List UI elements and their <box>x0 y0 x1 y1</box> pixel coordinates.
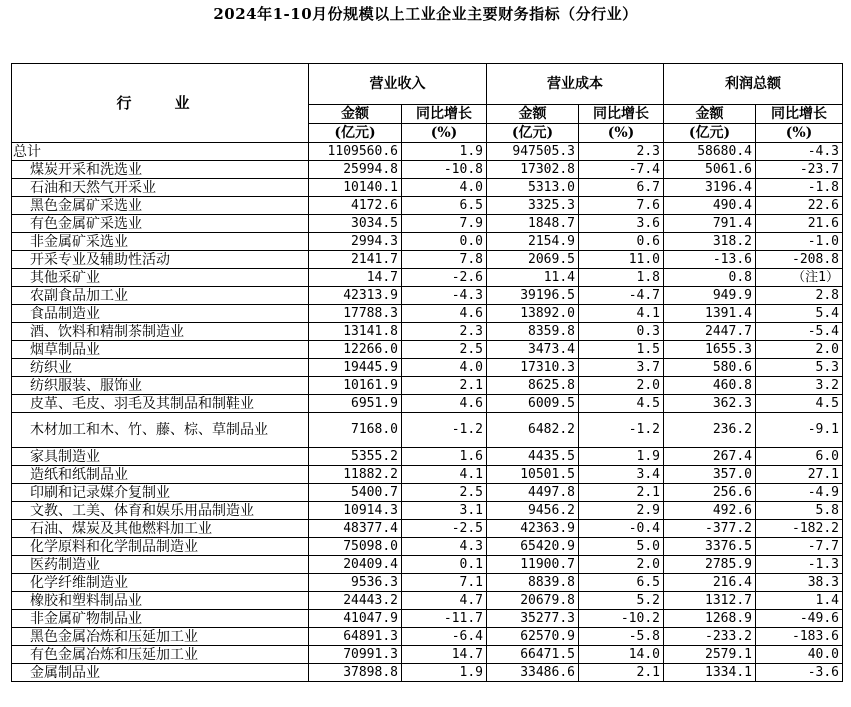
cost-growth-cell: 2.1 <box>579 664 664 682</box>
profit-amount-cell: 318.2 <box>664 233 756 251</box>
revenue-growth-cell: -2.5 <box>402 520 487 538</box>
cost-growth-cell: 4.1 <box>579 305 664 323</box>
cost-growth-cell: -10.2 <box>579 610 664 628</box>
cost-growth-cell: 5.0 <box>579 538 664 556</box>
profit-growth-cell: -1.8 <box>756 179 843 197</box>
cost-amount-cell: 17302.8 <box>487 161 579 179</box>
revenue-growth-cell: -4.3 <box>402 287 487 305</box>
industry-name-cell: 黑色金属冶炼和压延加工业 <box>12 628 309 646</box>
revenue-amount-cell: 1109560.6 <box>309 143 402 161</box>
cost-amount-cell: 9456.2 <box>487 502 579 520</box>
profit-amount-cell: 1334.1 <box>664 664 756 682</box>
table-row <box>12 215 843 233</box>
profit-growth-cell: -183.6 <box>756 628 843 646</box>
revenue-growth-cell: 7.1 <box>402 574 487 592</box>
profit-growth-cell: -5.4 <box>756 323 843 341</box>
cost-growth-cell: 11.0 <box>579 251 664 269</box>
revenue-growth-cell: -11.7 <box>402 610 487 628</box>
revenue-growth-cell: 7.9 <box>402 215 487 233</box>
industry-name-cell: 石油、煤炭及其他燃料加工业 <box>12 520 309 538</box>
revenue-growth-cell: 4.0 <box>402 179 487 197</box>
revenue-growth-cell: 4.1 <box>402 466 487 484</box>
profit-growth-cell: 38.3 <box>756 574 843 592</box>
cost-amount-cell: 39196.5 <box>487 287 579 305</box>
revenue-growth-cell: 4.7 <box>402 592 487 610</box>
cost-amount-cell: 8625.8 <box>487 377 579 395</box>
cost-growth-cell: 3.4 <box>579 466 664 484</box>
cost-amount-cell: 5313.0 <box>487 179 579 197</box>
cost-growth-cell: 6.5 <box>579 574 664 592</box>
revenue-growth-cell: 0.0 <box>402 233 487 251</box>
industry-name-cell: 开采专业及辅助性活动 <box>12 251 309 269</box>
revenue-growth-cell: 1.9 <box>402 664 487 682</box>
profit-amount-cell: 1268.9 <box>664 610 756 628</box>
cost-amount-cell: 42363.9 <box>487 520 579 538</box>
profit-amount-cell: -13.6 <box>664 251 756 269</box>
table-row <box>12 269 843 287</box>
cost-amount-cell: 13892.0 <box>487 305 579 323</box>
table-row-total <box>12 143 843 161</box>
cost-growth-cell: 3.6 <box>579 215 664 233</box>
cost-growth-cell: 2.3 <box>579 143 664 161</box>
industry-name-cell: 橡胶和塑料制品业 <box>12 592 309 610</box>
profit-amount-cell: -377.2 <box>664 520 756 538</box>
revenue-growth-cell: 6.5 <box>402 197 487 215</box>
cost-amount-cell: 8359.8 <box>487 323 579 341</box>
profit-growth-cell: 21.6 <box>756 215 843 233</box>
revenue-amount-cell: 19445.9 <box>309 359 402 377</box>
profit-amount-cell: 58680.4 <box>664 143 756 161</box>
industry-name-cell: 总计 <box>12 143 309 161</box>
industry-name-cell: 金属制品业 <box>12 664 309 682</box>
cost-growth-cell: -1.2 <box>579 413 664 448</box>
revenue-growth-cell: -1.2 <box>402 413 487 448</box>
revenue-amount-cell: 2994.3 <box>309 233 402 251</box>
table-row <box>12 628 843 646</box>
table-row <box>12 448 843 466</box>
profit-amount-cell: 580.6 <box>664 359 756 377</box>
revenue-amount-header: 金额 <box>309 105 402 124</box>
profit-growth-cell: 5.4 <box>756 305 843 323</box>
cost-growth-cell: 1.9 <box>579 448 664 466</box>
revenue-growth-cell: 2.5 <box>402 484 487 502</box>
profit-amount-cell: 256.6 <box>664 484 756 502</box>
revenue-amount-cell: 12266.0 <box>309 341 402 359</box>
cost-amount-cell: 3473.4 <box>487 341 579 359</box>
profit-amount-cell: 460.8 <box>664 377 756 395</box>
profit-amount-cell: 791.4 <box>664 215 756 233</box>
cost-growth-cell: 7.6 <box>579 197 664 215</box>
profit-growth-cell: 27.1 <box>756 466 843 484</box>
industry-name-cell: 其他采矿业 <box>12 269 309 287</box>
profit-amount-header: 金额 <box>664 105 756 124</box>
revenue-amount-cell: 10140.1 <box>309 179 402 197</box>
profit-growth-cell: -1.3 <box>756 556 843 574</box>
table-row <box>12 197 843 215</box>
revenue-amount-cell: 5400.7 <box>309 484 402 502</box>
profit-amount-cell: 3376.5 <box>664 538 756 556</box>
profit-growth-cell: 2.8 <box>756 287 843 305</box>
cost-growth-cell: 2.0 <box>579 377 664 395</box>
revenue-amount-cell: 2141.7 <box>309 251 402 269</box>
industry-header: 行 业 <box>12 64 309 143</box>
revenue-growth-cell: 14.7 <box>402 646 487 664</box>
profit-growth-cell: 5.8 <box>756 502 843 520</box>
industry-name-cell: 化学纤维制造业 <box>12 574 309 592</box>
revenue-amount-cell: 42313.9 <box>309 287 402 305</box>
profit-amount-cell: -233.2 <box>664 628 756 646</box>
cost-growth-cell: 0.6 <box>579 233 664 251</box>
industry-name-cell: 酒、饮料和精制茶制造业 <box>12 323 309 341</box>
profit-growth-cell: 1.4 <box>756 592 843 610</box>
profit-growth-cell: -182.2 <box>756 520 843 538</box>
cost-amount-cell: 62570.9 <box>487 628 579 646</box>
industry-name-cell: 化学原料和化学制品制造业 <box>12 538 309 556</box>
revenue-growth-cell: 7.8 <box>402 251 487 269</box>
revenue-amount-cell: 7168.0 <box>309 413 402 448</box>
revenue-growth-cell: 4.0 <box>402 359 487 377</box>
cost-amount-cell: 4497.8 <box>487 484 579 502</box>
revenue-amount-cell: 75098.0 <box>309 538 402 556</box>
table-row <box>12 646 843 664</box>
revenue-amount-unit: (亿元) <box>309 124 402 143</box>
table-row <box>12 233 843 251</box>
profit-growth-cell: -3.6 <box>756 664 843 682</box>
table-row <box>12 179 843 197</box>
industry-name-cell: 烟草制品业 <box>12 341 309 359</box>
table-body <box>12 143 843 682</box>
cost-amount-cell: 947505.3 <box>487 143 579 161</box>
industry-name-cell: 有色金属矿采选业 <box>12 215 309 233</box>
profit-amount-cell: 3196.4 <box>664 179 756 197</box>
cost-growth-cell: 1.5 <box>579 341 664 359</box>
industry-name-cell: 食品制造业 <box>12 305 309 323</box>
profit-growth-cell: 4.5 <box>756 395 843 413</box>
table-row <box>12 251 843 269</box>
profit-growth-cell: -1.0 <box>756 233 843 251</box>
industry-name-cell: 皮革、毛皮、羽毛及其制品和制鞋业 <box>12 395 309 413</box>
table-row <box>12 466 843 484</box>
cost-growth-cell: 5.2 <box>579 592 664 610</box>
revenue-amount-cell: 25994.8 <box>309 161 402 179</box>
cost-amount-cell: 35277.3 <box>487 610 579 628</box>
profit-amount-cell: 5061.6 <box>664 161 756 179</box>
revenue-growth-cell: 1.6 <box>402 448 487 466</box>
table-row <box>12 413 843 448</box>
table-row <box>12 664 843 682</box>
cost-growth-cell: -4.7 <box>579 287 664 305</box>
profit-growth-cell: 22.6 <box>756 197 843 215</box>
page-title: 2024年1-10月份规模以上工业企业主要财务指标（分行业） <box>213 5 638 23</box>
revenue-amount-cell: 37898.8 <box>309 664 402 682</box>
revenue-amount-cell: 14.7 <box>309 269 402 287</box>
table-row <box>12 287 843 305</box>
revenue-amount-cell: 5355.2 <box>309 448 402 466</box>
cost-amount-cell: 11.4 <box>487 269 579 287</box>
revenue-growth-cell: 3.1 <box>402 502 487 520</box>
cost-amount-cell: 2154.9 <box>487 233 579 251</box>
cost-amount-cell: 3325.3 <box>487 197 579 215</box>
table-row <box>12 305 843 323</box>
revenue-amount-cell: 9536.3 <box>309 574 402 592</box>
revenue-amount-cell: 6951.9 <box>309 395 402 413</box>
table-row <box>12 341 843 359</box>
cost-growth-cell: -0.4 <box>579 520 664 538</box>
profit-growth-cell: -4.9 <box>756 484 843 502</box>
table-row <box>12 359 843 377</box>
cost-growth-cell: 2.9 <box>579 502 664 520</box>
profit-amount-cell: 1312.7 <box>664 592 756 610</box>
cost-amount-cell: 4435.5 <box>487 448 579 466</box>
revenue-growth-cell: 0.1 <box>402 556 487 574</box>
revenue-growth-cell: -6.4 <box>402 628 487 646</box>
table-row <box>12 574 843 592</box>
cost-growth-unit: (%) <box>579 124 664 143</box>
profit-amount-cell: 216.4 <box>664 574 756 592</box>
industry-name-cell: 农副食品加工业 <box>12 287 309 305</box>
profit-amount-cell: 2579.1 <box>664 646 756 664</box>
cost-amount-cell: 65420.9 <box>487 538 579 556</box>
revenue-amount-cell: 4172.6 <box>309 197 402 215</box>
industry-name-cell: 黑色金属矿采选业 <box>12 197 309 215</box>
industry-name-cell: 煤炭开采和洗选业 <box>12 161 309 179</box>
profit-amount-unit: (亿元) <box>664 124 756 143</box>
table-row <box>12 502 843 520</box>
industry-name-cell: 纺织业 <box>12 359 309 377</box>
profit-growth-cell: 3.2 <box>756 377 843 395</box>
table-row <box>12 538 843 556</box>
profit-amount-cell: 492.6 <box>664 502 756 520</box>
profit-amount-cell: 357.0 <box>664 466 756 484</box>
cost-amount-cell: 33486.6 <box>487 664 579 682</box>
revenue-header: 营业收入 <box>309 64 487 105</box>
profit-amount-cell: 1391.4 <box>664 305 756 323</box>
industry-name-cell: 非金属矿物制品业 <box>12 610 309 628</box>
industry-name-cell: 非金属矿采选业 <box>12 233 309 251</box>
industry-name-cell: 木材加工和木、竹、藤、棕、草制品业 <box>12 413 309 448</box>
industry-name-cell: 医药制造业 <box>12 556 309 574</box>
profit-header: 利润总额 <box>664 64 843 105</box>
table-row <box>12 395 843 413</box>
cost-amount-cell: 6482.2 <box>487 413 579 448</box>
cost-growth-cell: 0.3 <box>579 323 664 341</box>
profit-growth-cell: 6.0 <box>756 448 843 466</box>
revenue-growth-header: 同比增长 <box>402 105 487 124</box>
profit-growth-cell: 40.0 <box>756 646 843 664</box>
cost-growth-cell: 3.7 <box>579 359 664 377</box>
industry-name-cell: 有色金属冶炼和压延加工业 <box>12 646 309 664</box>
cost-amount-cell: 10501.5 <box>487 466 579 484</box>
industry-name-cell: 家具制造业 <box>12 448 309 466</box>
profit-amount-cell: 267.4 <box>664 448 756 466</box>
profit-growth-cell: 5.3 <box>756 359 843 377</box>
revenue-amount-cell: 17788.3 <box>309 305 402 323</box>
revenue-growth-cell: 2.1 <box>402 377 487 395</box>
revenue-amount-cell: 64891.3 <box>309 628 402 646</box>
revenue-amount-cell: 24443.2 <box>309 592 402 610</box>
cost-amount-cell: 20679.8 <box>487 592 579 610</box>
revenue-growth-cell: 4.6 <box>402 305 487 323</box>
cost-amount-header: 金额 <box>487 105 579 124</box>
profit-amount-cell: 490.4 <box>664 197 756 215</box>
table-row <box>12 161 843 179</box>
industry-name-cell: 纺织服装、服饰业 <box>12 377 309 395</box>
revenue-growth-cell: -2.6 <box>402 269 487 287</box>
profit-growth-cell: 2.0 <box>756 341 843 359</box>
cost-growth-cell: 6.7 <box>579 179 664 197</box>
profit-amount-cell: 236.2 <box>664 413 756 448</box>
industry-name-cell: 造纸和纸制品业 <box>12 466 309 484</box>
revenue-amount-cell: 13141.8 <box>309 323 402 341</box>
revenue-amount-cell: 41047.9 <box>309 610 402 628</box>
table-row <box>12 484 843 502</box>
cost-growth-cell: 4.5 <box>579 395 664 413</box>
table-row <box>12 610 843 628</box>
revenue-growth-cell: 4.3 <box>402 538 487 556</box>
profit-amount-cell: 0.8 <box>664 269 756 287</box>
revenue-amount-cell: 20409.4 <box>309 556 402 574</box>
cost-amount-cell: 11900.7 <box>487 556 579 574</box>
revenue-growth-unit: (%) <box>402 124 487 143</box>
profit-amount-cell: 2785.9 <box>664 556 756 574</box>
industry-name-cell: 文教、工美、体育和娱乐用品制造业 <box>12 502 309 520</box>
revenue-growth-cell: 2.5 <box>402 341 487 359</box>
profit-growth-cell: -49.6 <box>756 610 843 628</box>
industry-name-cell: 石油和天然气开采业 <box>12 179 309 197</box>
profit-growth-cell: （注1） <box>756 269 843 287</box>
cost-growth-cell: 1.8 <box>579 269 664 287</box>
cost-growth-cell: -7.4 <box>579 161 664 179</box>
profit-growth-cell: -208.8 <box>756 251 843 269</box>
cost-amount-unit: (亿元) <box>487 124 579 143</box>
table-row <box>12 520 843 538</box>
cost-amount-cell: 8839.8 <box>487 574 579 592</box>
table-row <box>12 556 843 574</box>
revenue-amount-cell: 11882.2 <box>309 466 402 484</box>
cost-amount-cell: 6009.5 <box>487 395 579 413</box>
profit-amount-cell: 362.3 <box>664 395 756 413</box>
profit-growth-cell: -7.7 <box>756 538 843 556</box>
financial-indicators-table <box>11 63 843 682</box>
revenue-amount-cell: 48377.4 <box>309 520 402 538</box>
profit-growth-cell: -4.3 <box>756 143 843 161</box>
cost-amount-cell: 17310.3 <box>487 359 579 377</box>
revenue-amount-cell: 10914.3 <box>309 502 402 520</box>
profit-growth-header: 同比增长 <box>756 105 843 124</box>
industry-name-cell: 印刷和记录媒介复制业 <box>12 484 309 502</box>
table-row <box>12 323 843 341</box>
revenue-growth-cell: 1.9 <box>402 143 487 161</box>
revenue-amount-cell: 3034.5 <box>309 215 402 233</box>
profit-growth-cell: -9.1 <box>756 413 843 448</box>
revenue-amount-cell: 70991.3 <box>309 646 402 664</box>
cost-amount-cell: 2069.5 <box>487 251 579 269</box>
cost-header: 营业成本 <box>487 64 664 105</box>
cost-growth-cell: 2.0 <box>579 556 664 574</box>
revenue-growth-cell: -10.8 <box>402 161 487 179</box>
profit-amount-cell: 2447.7 <box>664 323 756 341</box>
revenue-growth-cell: 2.3 <box>402 323 487 341</box>
revenue-growth-cell: 4.6 <box>402 395 487 413</box>
cost-amount-cell: 1848.7 <box>487 215 579 233</box>
profit-amount-cell: 949.9 <box>664 287 756 305</box>
cost-amount-cell: 66471.5 <box>487 646 579 664</box>
profit-amount-cell: 1655.3 <box>664 341 756 359</box>
cost-growth-cell: 14.0 <box>579 646 664 664</box>
cost-growth-header: 同比增长 <box>579 105 664 124</box>
table-row <box>12 592 843 610</box>
revenue-amount-cell: 10161.9 <box>309 377 402 395</box>
table-row <box>12 377 843 395</box>
profit-growth-cell: -23.7 <box>756 161 843 179</box>
cost-growth-cell: -5.8 <box>579 628 664 646</box>
cost-growth-cell: 2.1 <box>579 484 664 502</box>
profit-growth-unit: (%) <box>756 124 843 143</box>
